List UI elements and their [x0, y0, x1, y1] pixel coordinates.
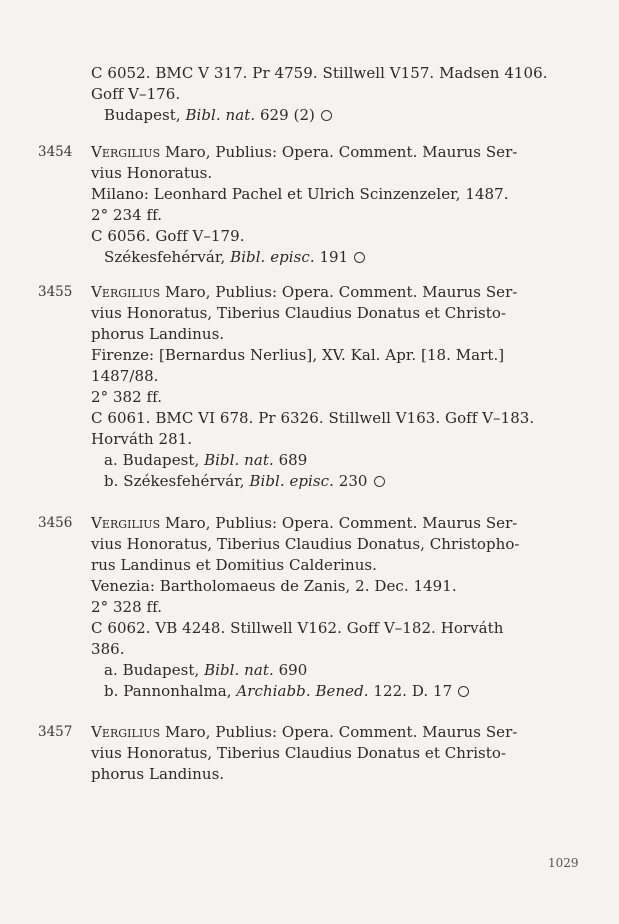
title-line: vius Honoratus. — [91, 164, 213, 182]
circle-mark-icon — [458, 686, 469, 697]
holding-location — [104, 681, 469, 702]
reference-line: C 6056. Goff V–179. — [91, 227, 245, 245]
reference-line: Goff V–176. — [91, 85, 181, 103]
holding-library: Bibl. nat. — [204, 451, 274, 469]
holding-location — [104, 105, 332, 126]
title-text: Maro, Publius: Opera. Comment. Maurus Ser- — [160, 283, 518, 301]
title-line: vius Honoratus, Tiberius Claudius Donatus, Christopho- — [91, 535, 520, 553]
circle-mark-icon — [321, 110, 332, 121]
title-line — [91, 722, 517, 743]
circle-mark-icon — [354, 252, 365, 263]
holding-location — [104, 450, 307, 471]
imprint-line: Firenze: [Bernardus Nerlius], XV. Kal. Apr. [18. Mart.] — [91, 346, 505, 364]
format-line: 2° 234 ff. — [91, 206, 163, 224]
holding-location — [104, 471, 385, 492]
reference-line: C 6061. BMC VI 678. Pr 6326. Stillwell V163. Goff V–183. — [91, 409, 535, 427]
page-number: 1029 — [548, 856, 579, 870]
title-line — [91, 513, 517, 534]
holding-library: Bibl. nat. — [204, 661, 274, 679]
author-name: Vergilius — [91, 723, 161, 741]
author-name: Vergilius — [91, 283, 161, 301]
circle-mark-icon — [374, 476, 385, 487]
format-line: 2° 382 ff. — [91, 388, 163, 406]
holding-shelfmark: 122. D. 17 — [368, 682, 453, 700]
title-line: vius Honoratus, Tiberius Claudius Donatus et Christo- — [91, 304, 507, 322]
imprint-line: 1487/88. — [91, 367, 159, 385]
title-line — [91, 142, 517, 163]
holding-library: Bibl. nat. — [185, 106, 256, 124]
holding-city: a. Budapest, — [104, 661, 205, 679]
holding-shelfmark: 230 — [333, 472, 368, 490]
imprint-line: Venezia: Bartholomaeus de Zanis, 2. Dec. 1491. — [91, 577, 457, 595]
reference-line: Horváth 281. — [91, 430, 193, 448]
holding-library: Bibl. episc. — [230, 248, 315, 266]
entry-number: 3457 — [38, 724, 73, 740]
holding-city: b. Pannonhalma, — [104, 682, 237, 700]
holding-location — [104, 660, 307, 681]
author-name: Vergilius — [91, 514, 161, 532]
reference-line: C 6052. BMC V 317. Pr 4759. Stillwell V157. Madsen 4106. — [91, 64, 548, 82]
title-line: vius Honoratus, Tiberius Claudius Donatus et Christo- — [91, 744, 507, 762]
title-line: rus Landinus et Domitius Calderinus. — [91, 556, 378, 574]
reference-line: C 6062. VB 4248. Stillwell V162. Goff V–182. Horváth — [91, 619, 504, 637]
title-text: Maro, Publius: Opera. Comment. Maurus Ser- — [160, 143, 518, 161]
title-text: Maro, Publius: Opera. Comment. Maurus Ser- — [160, 514, 518, 532]
holding-shelfmark: 191 — [314, 248, 349, 266]
holding-location — [104, 247, 365, 268]
imprint-line: Milano: Leonhard Pachel et Ulrich Scinzenzeler, 1487. — [91, 185, 509, 203]
holding-library: Bibl. episc. — [249, 472, 334, 490]
title-text: Maro, Publius: Opera. Comment. Maurus Ser- — [160, 723, 518, 741]
holding-library: Archiabb. Bened. — [236, 682, 369, 700]
holding-shelfmark: 690 — [273, 661, 308, 679]
holding-city: Budapest, — [104, 106, 186, 124]
holding-shelfmark: 629 (2) — [255, 106, 315, 124]
reference-line: 386. — [91, 640, 125, 658]
holding-city: b. Székesfehérvár, — [104, 472, 250, 490]
holding-city: a. Budapest, — [104, 451, 205, 469]
entry-number: 3456 — [38, 515, 73, 531]
title-line: phorus Landinus. — [91, 325, 225, 343]
entry-number: 3454 — [38, 144, 73, 160]
title-line — [91, 282, 517, 303]
title-line: phorus Landinus. — [91, 765, 225, 783]
author-name: Vergilius — [91, 143, 161, 161]
entry-number: 3455 — [38, 284, 73, 300]
format-line: 2° 328 ff. — [91, 598, 163, 616]
holding-city: Székesfehérvár, — [104, 248, 231, 266]
holding-shelfmark: 689 — [273, 451, 308, 469]
